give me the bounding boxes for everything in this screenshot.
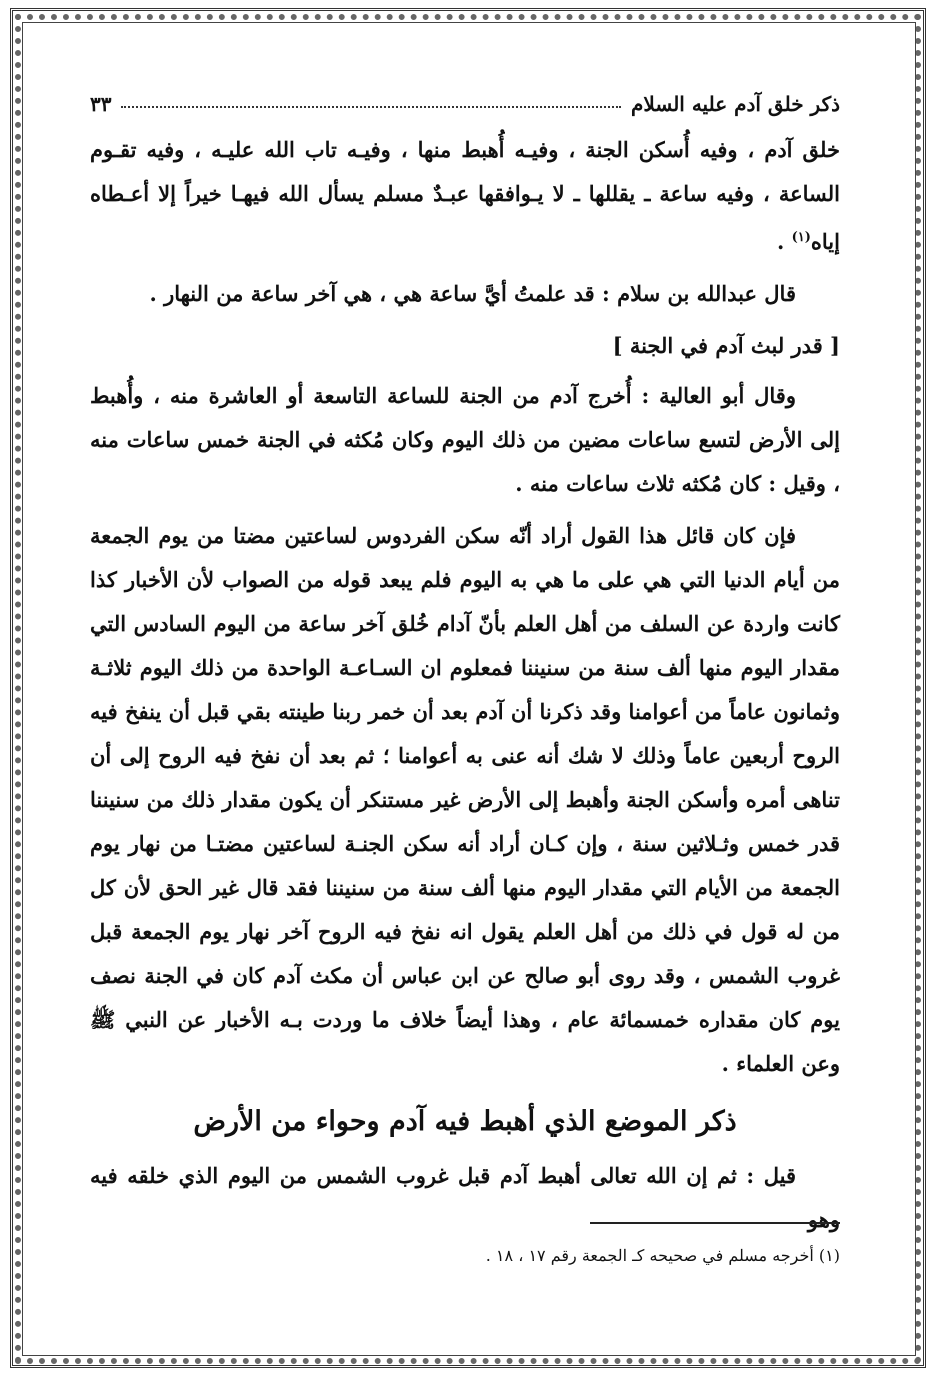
paragraph-2: قال عبدالله بن سلام : قد علمتُ أيَّ ساعة هي ، هي آخر ساعة من النهار . bbox=[149, 281, 796, 306]
page-number: ٣٣ bbox=[90, 92, 112, 116]
subheading: [ قدر لبث آدم في الجنة ] bbox=[612, 333, 840, 358]
chapter-title: ذكر خلق آدم عليه السلام bbox=[631, 92, 840, 116]
body-text bbox=[90, 128, 840, 1250]
paragraph-4: فإن كان قائل هذا القول أراد أنّه سكن الفردوس لساعتين مضتا من يوم الجمعة من أيام الدنيا التي هي على ما هي به اليوم فلم يبعد قوله من الصواب لأن الأخبار كذا كانت واردة عن السلف من أهل العلم بأنّ آدام خُلق آخر ساعة من اليوم السادس التي مقدار اليوم منها ألف سنة من سنيننا فمعلوم ان السـاعـة الواحدة من ذلك اليوم ثلاثـة وثمانون عاماً من أعوامنا وقد ذكرنا أن آدم بعد أن خمر ربنا طينته بقي قبل أن ينفخ فيه الروح أربعين عاماً وذلك لا شك أنه عنى به أعوامنا ؛ ثم بعد أن نفخ فيه الروح إلى أن تناهى أمره وأسكن الجنة وأهبط إلى الأرض غير مستنكر أن يكون مقدار ذلك من سنيننا قدر خمس وثـلاثين سنة ، وإن كـان أراد أنه سكن الجنـة لساعتين مضتـا من نهار يوم الجمعة من الأيام التي مقدار اليوم منها ألف سنة من سنيننا فقد قال غير الحق لأن كل من له قول في ذلك من أهل العلم يقول انه نفخ فيه الروح آخر نهار يوم الجمعة قبل غروب الشمس ، وقد روى أبو صالح عن ابن عباس أن مكث آدم كان في الجنة نصف يوم كان مقداره خمسمائة عام ، وهذا أيضاً خلاف ما وردت بـه الأخبار عن النبي ﷺ وعن العلماء . bbox=[90, 523, 841, 1076]
paragraph-5: قيل : ثم إن الله تعالى أهبط آدم قبل غروب الشمس من اليوم الذي خلقه فيه وهو bbox=[90, 1163, 840, 1232]
footnote: (١) أخرجه مسلم في صحيحه كـ الجمعة رقم ١٧ ، ١٨ . bbox=[485, 1246, 840, 1265]
section-heading: ذكر الموضع الذي أهبط فيه آدم وحواء من الأرض bbox=[193, 1106, 737, 1137]
paragraph-1: خلق آدم ، وفيه أُسكن الجنة ، وفيـه أُهبط منها ، وفيـه تاب الله عليـه ، وفيه تقـوم الساعة ، وفيه ساعة ـ يقللها ـ لا يـوافقها عبـدٌ مسلم يسأل الله فيهـا خيراً إلا أعـطاه إياه$^{(١)}$ . bbox=[90, 137, 840, 254]
running-header bbox=[90, 80, 840, 116]
book-page bbox=[90, 70, 840, 1330]
footnote-ref: (١) bbox=[791, 230, 811, 245]
paragraph-3: وقال أبو العالية : أُخرج آدم من الجنة للساعة التاسعة أو العاشرة منه ، وأُهبط إلى الأرض لتسع ساعات مضين من ذلك اليوم وكان مُكثه في الجنة خمس ساعات منه ، وقيل : كان مُكثه ثلاث ساعات منه . bbox=[90, 383, 840, 496]
footnote-separator bbox=[590, 1222, 840, 1224]
leader-dots bbox=[121, 106, 621, 108]
